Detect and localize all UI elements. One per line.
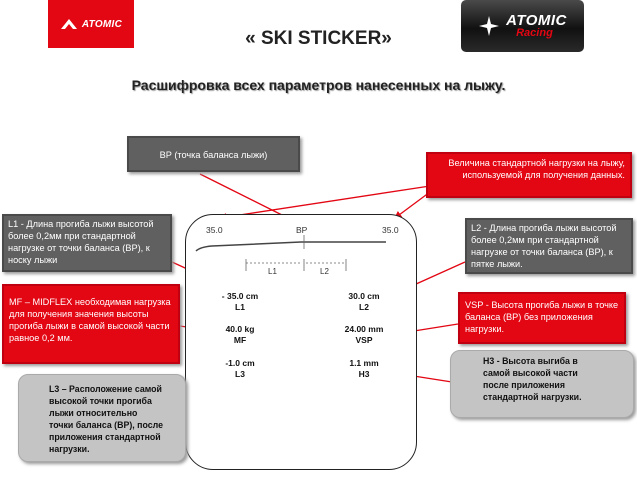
param-h3	[334, 358, 394, 380]
param-h3-name: H3	[358, 369, 370, 379]
sticker-bp-label: BP	[296, 225, 308, 235]
callout-standard-load: Величина стандартной нагрузки на лыжу, используемой для получения данных.	[426, 152, 632, 198]
page-title: « SKI STICKER»	[245, 28, 392, 49]
sticker-left-value: 35.0	[206, 225, 223, 235]
atomic-logo-text: ATOMIC	[81, 18, 123, 30]
load-connector-right	[395, 192, 430, 218]
param-l2	[334, 291, 394, 313]
param-vsp-name: VSP	[355, 335, 373, 345]
param-mf-name: MF	[233, 335, 247, 345]
ski-sticker-panel	[185, 214, 417, 470]
callout-l1: L1 - Длина прогиба лыжи высотой более 0,2мм при стандартной нагрузке от точки баланса (BP), к носку лыжи	[2, 214, 172, 272]
param-vsp	[334, 324, 394, 346]
param-l2-name: L2	[359, 302, 369, 312]
param-h3-value: 1.1 mm	[349, 358, 379, 368]
callout-h3: H3 - Высота выгиба в самой высокой части после приложения стандартной нагрузки.	[450, 350, 634, 418]
callout-l2: L2 - Длина прогиба лыжи высотой более 0,2мм при стандартной нагрузке от точки баланса (BP), к пятке лыжи.	[465, 218, 633, 274]
param-vsp-value: 24.00 mm	[344, 324, 384, 334]
param-l1	[210, 291, 270, 313]
param-mf	[210, 324, 270, 346]
param-l3-name: L3	[235, 369, 245, 379]
diagram-l2-label: L2	[320, 267, 329, 276]
param-l2-value: 30.0 cm	[348, 291, 380, 301]
param-l1-value: - 35.0 cm	[221, 291, 259, 301]
atomic-racing-sub: Racing	[516, 27, 553, 39]
param-l3-value: -1.0 cm	[225, 358, 255, 368]
diagram-l1-label: L1	[268, 267, 277, 276]
callout-vsp: VSP - Высота прогиба лыжи в точке баланса (BP) без приложения нагрузки.	[458, 292, 626, 344]
atomic-racing-brand: ATOMIC	[506, 12, 567, 29]
param-mf-value: 40.0 kg	[225, 324, 255, 334]
param-l1-name: L1	[235, 302, 245, 312]
page-subtitle: Расшифровка всех параметров нанесенных на лыжу.	[131, 77, 506, 93]
callout-l3: L3 – Расположение самой высокой точки прогиба лыжи относительно точки баланса (BP), после приложения стандартной нагрузки.	[18, 374, 186, 462]
sticker-right-value: 35.0	[382, 225, 399, 235]
callout-bp: BP (точка баланса лыжи)	[127, 136, 300, 172]
param-l3	[210, 358, 270, 380]
callout-mf: MF – MIDFLEX необходимая нагрузка для получения значения высоты прогиба лыжи в самой высокой части равное 0,2 мм.	[2, 284, 180, 364]
